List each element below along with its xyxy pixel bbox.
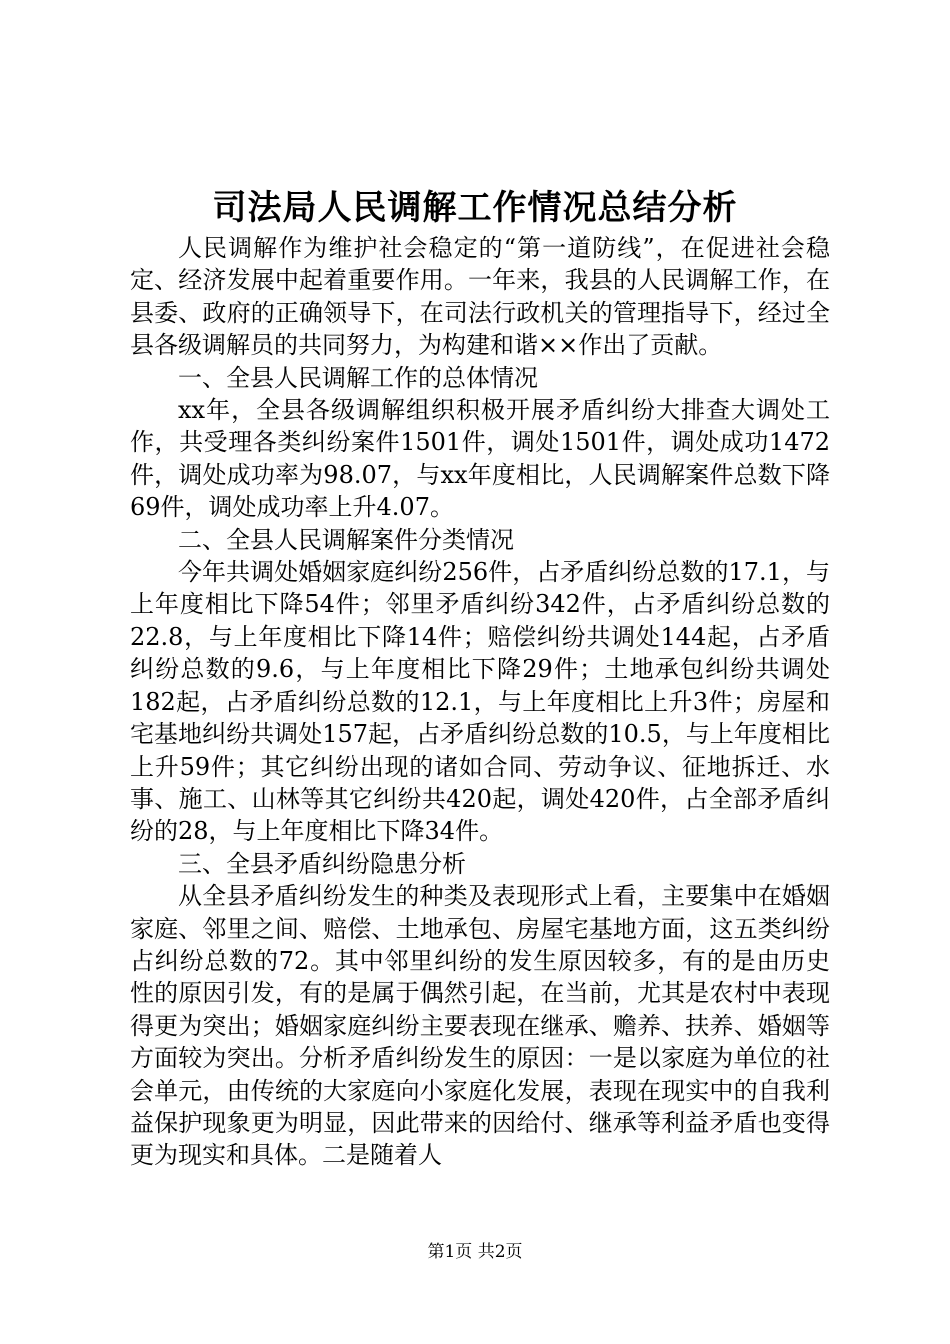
section-heading-1: 一、全县人民调解工作的总体情况 [178, 363, 538, 392]
section-2-paragraph: 今年共调处婚姻家庭纠纷256件，占矛盾纠纷总数的17.1，与上年度相比下降54件；邻里矛盾纠纷342件，占矛盾纠纷总数的22.8，与上年度相比下降14件；赔偿纠纷共调处144起，占矛盾纠纷总数的9.6，与上年度相比下降29件；土地承包纠纷共调处182起，占矛盾纠纷总数的12.1，与上年度相比上升3件；房屋和宅基地纠纷共调处157起，占矛盾纠纷总数的10.5，与上年度相比上升59件；其它纠纷出现的诸如合同、劳动争议、征地拆迁、水事、施工、山林等其它纠纷共420起，调处420件，占全部矛盾纠纷的28，与上年度相比下降34件。 [130, 558, 830, 846]
section-heading-2: 二、全县人民调解案件分类情况 [178, 525, 514, 554]
document-title: 司法局人民调解工作情况总结分析 [212, 188, 738, 228]
intro-paragraph: 人民调解作为维护社会稳定的“第一道防线”，在促进社会稳定、经济发展中起着重要作用。一年来，我县的人民调解工作，在县委、政府的正确领导下，在司法行政机关的管理指导下，经过全县各级调解员的共同努力，为构建和谐××作出了贡献。 [130, 234, 830, 360]
section-1-paragraph: xx年，全县各级调解组织积极开展矛盾纠纷大排查大调处工作，共受理各类纠纷案件1501件，调处1501件，调处成功1472件，调处成功率为98.07，与xx年度相比，人民调解案件总数下降69件，调处成功率上升4.07。 [130, 396, 830, 522]
section-heading-3: 三、全县矛盾纠纷隐患分析 [178, 849, 466, 878]
section-3-paragraph: 从全县矛盾纠纷发生的种类及表现形式上看，主要集中在婚姻家庭、邻里之间、赔偿、土地承包、房屋宅基地方面，这五类纠纷占纠纷总数的72。其中邻里纠纷的发生原因较多，有的是由历史性的原因引发，有的是属于偶然引起，在当前，尤其是农村中表现得更为突出；婚姻家庭纠纷主要表现在继承、赡养、扶养、婚姻等方面较为突出。分析矛盾纠纷发生的原因：一是以家庭为单位的社会单元，由传统的大家庭向小家庭化发展，表现在现实中的自我利益保护现象更为明显，因此带来的因给付、继承等利益矛盾也变得更为现实和具体。二是随着人 [130, 882, 830, 1170]
document-body [130, 232, 830, 1172]
page-footer: 第1页 共2页 [427, 1242, 523, 1262]
